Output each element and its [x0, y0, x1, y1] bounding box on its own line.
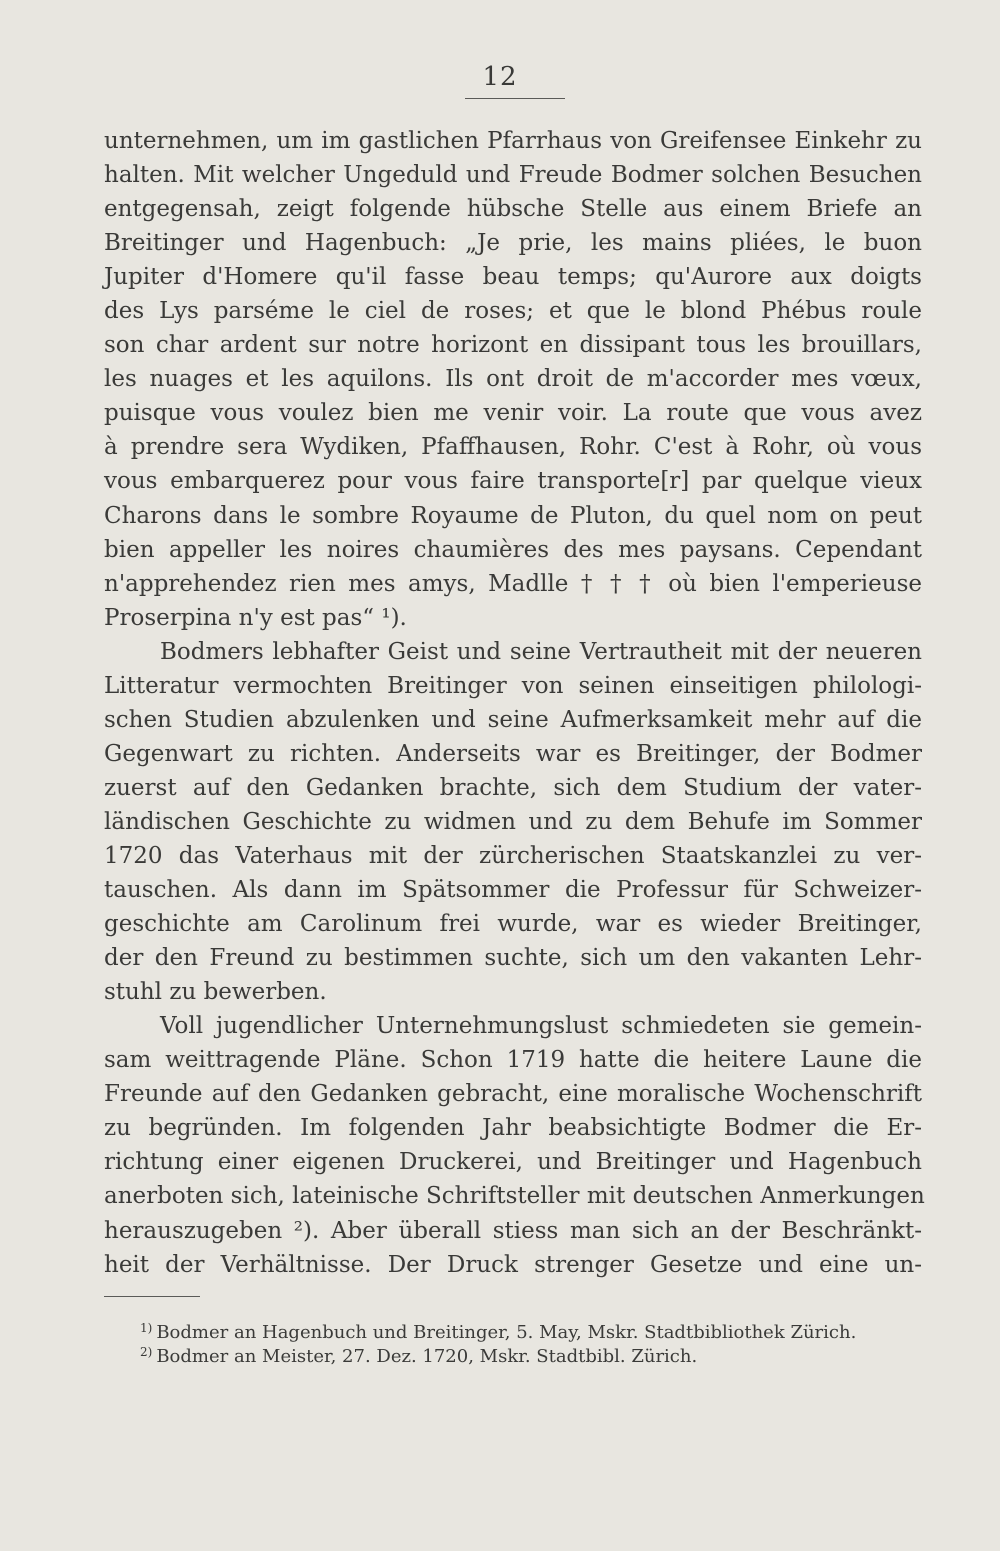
text-line: Breitinger und Hagenbuch: „Je prie, les mains pliées, le buon [104, 230, 922, 257]
text-line: Freunde auf den Gedanken gebracht, eine moralische Wochenschrift [104, 1081, 922, 1108]
footnote-text: Bodmer an Meister, 27. Dez. 1720, Mskr. Stadtbibl. Zürich. [156, 1346, 698, 1367]
text-line: Bodmers lebhafter Geist und seine Vertrautheit mit der neueren [160, 638, 922, 665]
text-line: Charons dans le sombre Royaume de Pluton, du quel nom on peut [104, 502, 922, 529]
text-line: stuhl zu bewerben. [104, 979, 327, 1006]
footnotes [140, 1316, 900, 1367]
text-line: Gegenwart zu richten. Anderseits war es Breitinger, der Bodmer [104, 740, 922, 767]
text-line: geschichte am Carolinum frei wurde, war es wieder Breitinger, [104, 911, 922, 938]
text-line: zu begründen. Im folgenden Jahr beabsichtigte Bodmer die Er- [104, 1115, 922, 1142]
text-line: entgegensah, zeigt folgende hübsche Stelle aus einem Briefe an [104, 196, 922, 223]
text-line: n'apprehendez rien mes amys, Madlle † † † où bien l'emperieuse [104, 570, 922, 597]
text-line: anerboten sich, lateinische Schriftsteller mit deutschen Anmerkungen [104, 1183, 925, 1210]
text-line: vous embarquerez pour vous faire transporte[r] par quelque vieux [104, 468, 922, 495]
text-line: halten. Mit welcher Ungeduld und Freude Bodmer solchen Besuchen [104, 162, 922, 189]
text-line: à prendre sera Wydiken, Pfaffhausen, Rohr. C'est à Rohr, où vous [104, 434, 922, 461]
footnote-mark: 2) [140, 1345, 153, 1359]
footnote [140, 1340, 900, 1367]
text-line: der den Freund zu bestimmen suchte, sich um den vakanten Lehr- [104, 945, 922, 972]
text-line: zuerst auf den Gedanken brachte, sich dem Studium der vater- [104, 774, 922, 801]
page-number: 12 [482, 62, 518, 92]
text-line: 1720 das Vaterhaus mit der zürcherischen Staatskanzlei zu ver- [104, 842, 922, 869]
text-line: ländischen Geschichte zu widmen und zu dem Behufe im Sommer [104, 808, 922, 835]
text-line: Proserpina n'y est pas“ ¹). [104, 604, 407, 631]
body-text [104, 124, 925, 1282]
footnote-rule [104, 1296, 200, 1297]
text-line: richtung einer eigenen Druckerei, und Breitinger und Hagenbuch [104, 1149, 922, 1176]
text-line: tauschen. Als dann im Spätsommer die Professur für Schweizer- [104, 877, 922, 904]
text-line: herauszugeben ²). Aber überall stiess man sich an der Beschränkt- [104, 1217, 922, 1244]
text-line: bien appeller les noires chaumières des mes paysans. Cependant [104, 536, 922, 563]
text-line: son char ardent sur notre horizont en dissipant tous les brouillars, [104, 332, 922, 359]
text-line: Litteratur vermochten Breitinger von seinen einseitigen philologi- [104, 672, 922, 699]
footnote-mark: 1) [140, 1321, 153, 1335]
page-number-rule [465, 98, 565, 99]
text-line: puisque vous voulez bien me venir voir. La route que vous avez [104, 400, 922, 427]
text-line: les nuages et les aquilons. Ils ont droit de m'accorder mes vœux, [104, 366, 922, 393]
text-line: schen Studien abzulenken und seine Aufmerksamkeit mehr auf die [104, 706, 922, 733]
text-line: des Lys parséme le ciel de roses; et que le blond Phébus roule [104, 298, 922, 325]
text-line: heit der Verhältnisse. Der Druck strenger Gesetze und eine un- [104, 1251, 922, 1278]
text-line: unternehmen, um im gastlichen Pfarrhaus von Greifensee Einkehr zu [104, 128, 922, 154]
text-line: Jupiter d'Homere qu'il fasse beau temps; qu'Aurore aux doigts [104, 264, 922, 291]
text-line: sam weittragende Pläne. Schon 1719 hatte die heitere Laune die [104, 1047, 922, 1074]
footnote [140, 1316, 900, 1343]
footnote-text: Bodmer an Hagenbuch und Breitinger, 5. May, Mskr. Stadtbibliothek Zürich. [156, 1322, 857, 1343]
text-line: Voll jugendlicher Unternehmungslust schmiedeten sie gemein- [160, 1013, 922, 1040]
